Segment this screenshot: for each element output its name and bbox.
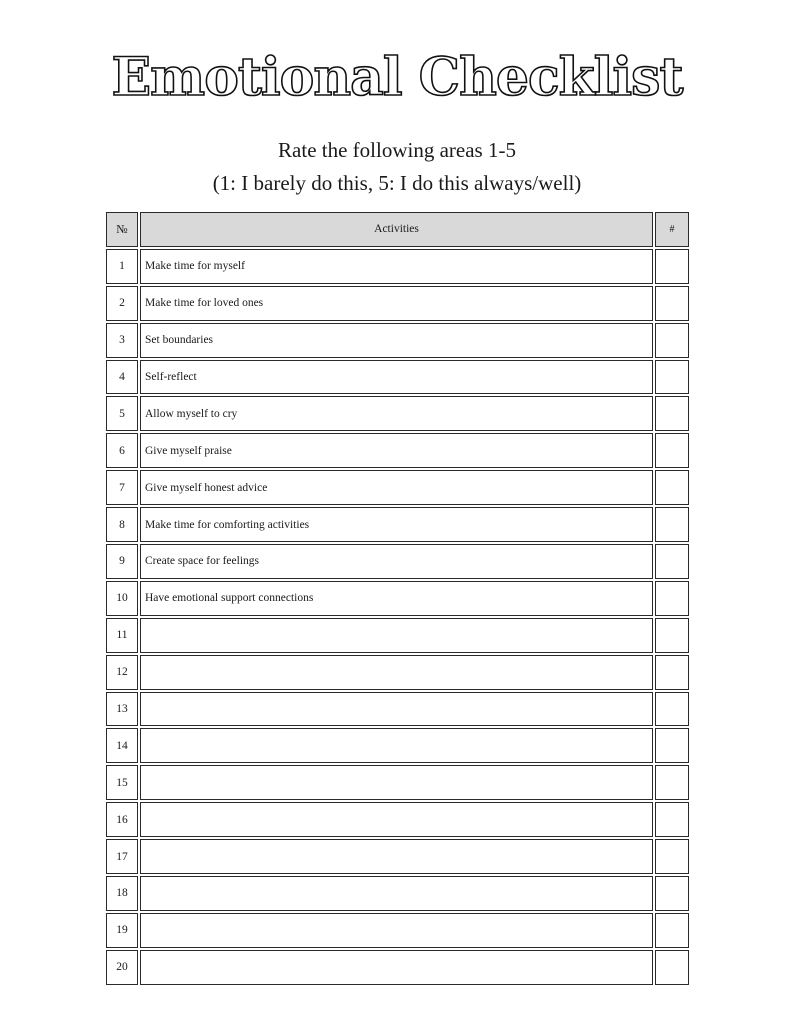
rating-cell[interactable]: [655, 950, 689, 985]
table-row: [106, 618, 689, 653]
rating-cell[interactable]: [655, 470, 689, 505]
instructions-line-1: Rate the following areas 1-5: [278, 138, 516, 162]
activity-cell[interactable]: Make time for myself: [140, 249, 653, 284]
table-row: [106, 544, 689, 579]
rating-cell[interactable]: [655, 802, 689, 837]
rating-cell[interactable]: [655, 286, 689, 321]
table-row: [106, 728, 689, 763]
row-number: 7: [106, 470, 138, 505]
activity-cell[interactable]: [140, 618, 653, 653]
table-row: [106, 839, 689, 874]
instructions-line-2: (1: I barely do this, 5: I do this always/well): [212, 171, 582, 195]
table-row: [106, 950, 689, 985]
row-number: 1: [106, 249, 138, 284]
rating-cell[interactable]: [655, 618, 689, 653]
checklist-table: [106, 212, 689, 987]
row-number: 13: [106, 692, 138, 727]
rating-cell[interactable]: [655, 655, 689, 690]
rating-cell[interactable]: [655, 507, 689, 542]
row-number: 15: [106, 765, 138, 800]
row-number: 6: [106, 433, 138, 468]
table-row: [106, 802, 689, 837]
rating-cell[interactable]: [655, 544, 689, 579]
row-number: 2: [106, 286, 138, 321]
activity-cell[interactable]: [140, 692, 653, 727]
row-number: 10: [106, 581, 138, 616]
table-row: [106, 249, 689, 284]
activity-cell[interactable]: Create space for feelings: [140, 544, 653, 579]
table-row: [106, 470, 689, 505]
row-number: 16: [106, 802, 138, 837]
activity-cell[interactable]: [140, 913, 653, 948]
rating-cell[interactable]: [655, 728, 689, 763]
activity-cell[interactable]: [140, 655, 653, 690]
table-row: [106, 396, 689, 431]
activity-cell[interactable]: Make time for loved ones: [140, 286, 653, 321]
row-number: 12: [106, 655, 138, 690]
activity-cell[interactable]: [140, 950, 653, 985]
rating-cell[interactable]: [655, 581, 689, 616]
activity-cell[interactable]: [140, 802, 653, 837]
row-number: 14: [106, 728, 138, 763]
table-row: [106, 433, 689, 468]
header-rating: #: [655, 212, 689, 247]
rating-cell[interactable]: [655, 360, 689, 395]
table-header-row: [106, 212, 689, 247]
rating-cell[interactable]: [655, 433, 689, 468]
rating-cell[interactable]: [655, 839, 689, 874]
row-number: 3: [106, 323, 138, 358]
rating-cell[interactable]: [655, 913, 689, 948]
table-row: [106, 913, 689, 948]
table-row: [106, 323, 689, 358]
activity-cell[interactable]: [140, 876, 653, 911]
activity-cell[interactable]: Have emotional support connections: [140, 581, 653, 616]
activity-cell[interactable]: Self-reflect: [140, 360, 653, 395]
table-row: [106, 581, 689, 616]
rating-cell[interactable]: [655, 692, 689, 727]
table-row: [106, 876, 689, 911]
row-number: 8: [106, 507, 138, 542]
table-row: [106, 765, 689, 800]
header-number: №: [106, 212, 138, 247]
row-number: 20: [106, 950, 138, 985]
activity-cell[interactable]: [140, 765, 653, 800]
rating-cell[interactable]: [655, 396, 689, 431]
page-title: Emotional Checklist: [111, 47, 683, 108]
header-activities: Activities: [140, 212, 653, 247]
table-row: [106, 507, 689, 542]
table-row: [106, 655, 689, 690]
table-row: [106, 692, 689, 727]
activity-cell[interactable]: [140, 839, 653, 874]
rating-cell[interactable]: [655, 249, 689, 284]
row-number: 9: [106, 544, 138, 579]
rating-cell[interactable]: [655, 323, 689, 358]
row-number: 17: [106, 839, 138, 874]
rating-cell[interactable]: [655, 876, 689, 911]
table-row: [106, 360, 689, 395]
row-number: 5: [106, 396, 138, 431]
row-number: 11: [106, 618, 138, 653]
activity-cell[interactable]: Give myself praise: [140, 433, 653, 468]
activity-cell[interactable]: Allow myself to cry: [140, 396, 653, 431]
table-row: [106, 286, 689, 321]
activity-cell[interactable]: Make time for comforting activities: [140, 507, 653, 542]
activity-cell[interactable]: [140, 728, 653, 763]
activity-cell[interactable]: Give myself honest advice: [140, 470, 653, 505]
row-number: 18: [106, 876, 138, 911]
rating-cell[interactable]: [655, 765, 689, 800]
row-number: 19: [106, 913, 138, 948]
activity-cell[interactable]: Set boundaries: [140, 323, 653, 358]
row-number: 4: [106, 360, 138, 395]
